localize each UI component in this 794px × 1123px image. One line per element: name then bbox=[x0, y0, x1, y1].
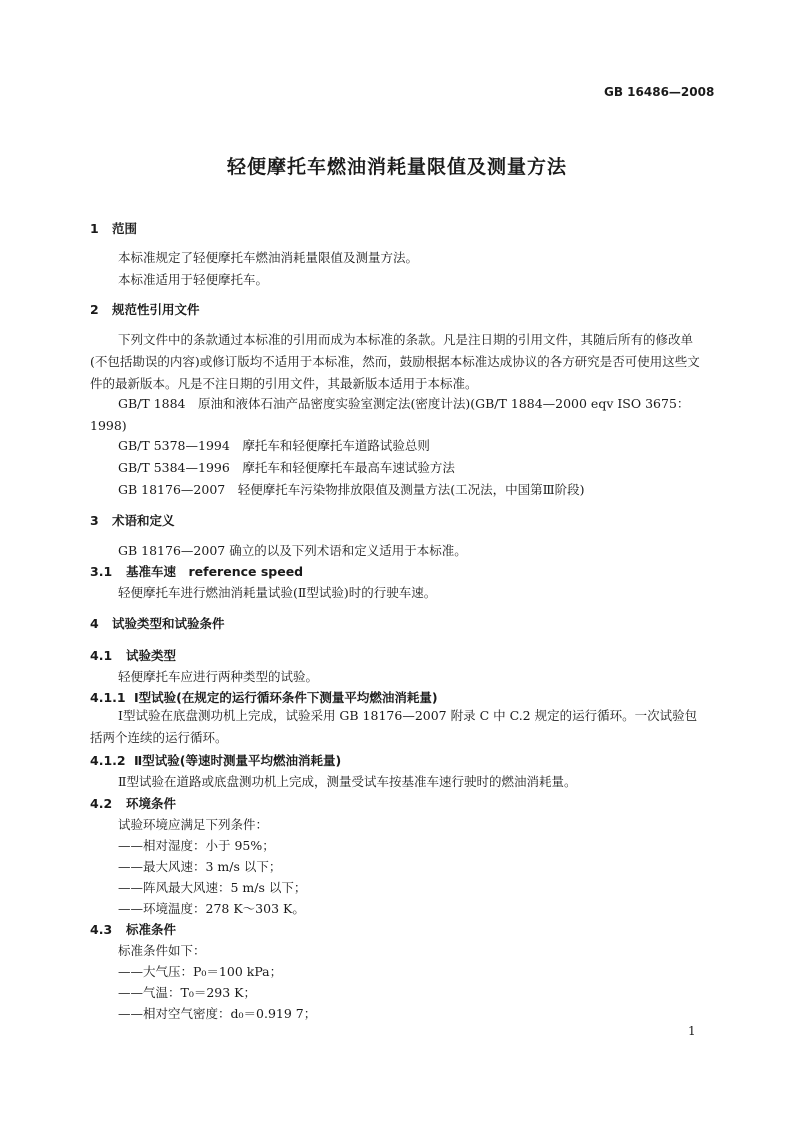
subsection-3-1-heading bbox=[90, 562, 303, 580]
section-number: 4.2 bbox=[90, 796, 113, 811]
section-number: 4.3 bbox=[90, 922, 113, 937]
reference-item: GB/T 5384—1996 摩托车和轻便摩托车最高车速试验方法 bbox=[118, 460, 455, 475]
paragraph: GB 18176—2007 确立的以及下列术语和定义适用于本标准。 bbox=[118, 543, 467, 558]
list-item: ——环境温度：278 K～303 K。 bbox=[118, 901, 305, 916]
section-title: 试验类型和试验条件 bbox=[112, 616, 225, 631]
section-4-heading bbox=[90, 614, 225, 632]
section-title: 范围 bbox=[112, 221, 138, 236]
list-item: ——大气压：P₀＝100 kPa； bbox=[118, 964, 283, 979]
section-number: 3 bbox=[90, 513, 99, 528]
paragraph: 轻便摩托车进行燃油消耗量试验(Ⅱ型试验)时的行驶车速。 bbox=[118, 585, 437, 600]
list-item: ——阵风最大风速：5 m/s 以下； bbox=[118, 880, 307, 895]
section-number: 4.1.1 bbox=[90, 690, 126, 705]
section-number: 2 bbox=[90, 302, 99, 317]
section-number: 4 bbox=[90, 616, 99, 631]
reference-item: GB 18176—2007 轻便摩托车污染物排放限值及测量方法(工况法，中国第Ⅲ阶段) bbox=[118, 482, 585, 497]
section-title: 术语和定义 bbox=[112, 513, 175, 528]
subsection-4-1-heading bbox=[90, 646, 176, 664]
reference-item: GB/T 5378—1994 摩托车和轻便摩托车道路试验总则 bbox=[118, 438, 430, 453]
list-item: ——最大风速：3 m/s 以下； bbox=[118, 859, 282, 874]
paragraph: 本标准规定了轻便摩托车燃油消耗量限值及测量方法。 bbox=[118, 250, 419, 265]
subsection-4-1-1-heading bbox=[90, 688, 438, 706]
subsection-4-3-heading bbox=[90, 920, 176, 938]
list-item: ——相对湿度：小于 95%； bbox=[118, 838, 275, 853]
page-number: 1 bbox=[688, 1024, 696, 1038]
section-number: 4.1 bbox=[90, 648, 113, 663]
section-title: 标准条件 bbox=[126, 922, 177, 937]
section-number: 3.1 bbox=[90, 564, 113, 579]
list-item: ——相对空气密度：d₀＝0.919 7； bbox=[118, 1006, 317, 1021]
subsection-4-2-heading bbox=[90, 794, 176, 812]
list-item: ——气温：T₀＝293 K； bbox=[118, 985, 257, 1000]
paragraph: 下列文件中的条款通过本标准的引用而成为本标准的条款。凡是注日期的引用文件，其随后所有的修改单(不包括勘误的内容)或修订版均不适用于本标准，然而，鼓励根据本标准达成协议的各方研究是否可使用这些文件的最新版本。凡是不注日期的引用文件，其最新版本适用于本标准。 bbox=[90, 332, 700, 391]
paragraph: 标准条件如下： bbox=[118, 943, 206, 958]
section-title: 试验类型 bbox=[126, 648, 177, 663]
paragraph: 试验环境应满足下列条件： bbox=[118, 817, 269, 832]
section-title: Ⅱ型试验(等速时测量平均燃油消耗量) bbox=[134, 753, 342, 768]
standard-number: GB 16486—2008 bbox=[604, 85, 715, 99]
section-title: 规范性引用文件 bbox=[112, 302, 200, 317]
section-1-heading bbox=[90, 219, 137, 237]
section-title: 环境条件 bbox=[126, 796, 177, 811]
paragraph: Ⅱ型试验在道路或底盘测功机上完成，测量受试车按基准车速行驶时的燃油消耗量。 bbox=[118, 774, 577, 789]
document-title: 轻便摩托车燃油消耗量限值及测量方法 bbox=[226, 156, 567, 178]
paragraph: 本标准适用于轻便摩托车。 bbox=[118, 272, 269, 287]
paragraph: 轻便摩托车应进行两种类型的试验。 bbox=[118, 669, 319, 684]
section-number: 4.1.2 bbox=[90, 753, 126, 768]
section-number: 1 bbox=[90, 221, 99, 236]
section-title: Ⅰ型试验(在规定的运行循环条件下测量平均燃油消耗量) bbox=[134, 690, 438, 705]
subsection-4-1-2-heading bbox=[90, 751, 341, 769]
section-3-heading bbox=[90, 511, 175, 529]
section-2-heading bbox=[90, 300, 200, 318]
paragraph: Ⅰ型试验在底盘测功机上完成，试验采用 GB 18176—2007 附录 C 中 C.2 规定的运行循环。一次试验包括两个连续的运行循环。 bbox=[90, 708, 698, 745]
section-title: 基准车速 reference speed bbox=[126, 564, 304, 579]
reference-item: GB/T 1884 原油和液体石油产品密度实验室测定法(密度计法)(GB/T 1884—2000 eqv ISO 3675：1998) bbox=[90, 396, 690, 433]
